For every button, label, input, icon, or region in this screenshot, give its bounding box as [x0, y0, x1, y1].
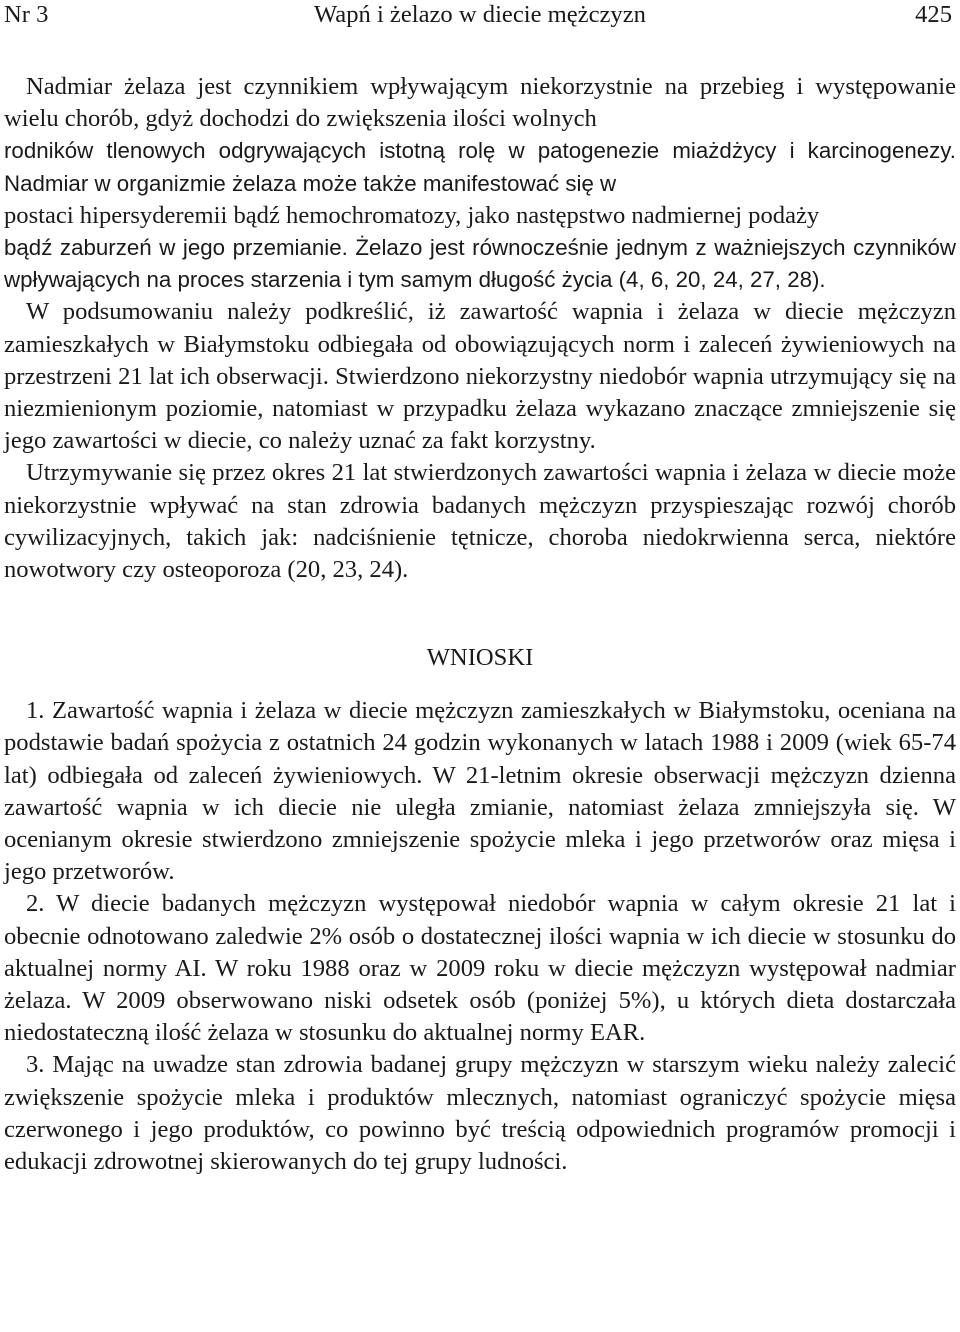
paragraph-text: Nadmiar żelaza jest czynnikiem wpływającym niekorzystnie na przebieg i występowanie wielu chorób, gdyż dochodzi do zwiększenia ilości wolnych: [4, 73, 956, 133]
paragraph-text: bądź zaburzeń w jego przemianie. Żelazo jest równocześnie jednym z ważniejszych czynników wpływających na proces starzenia i tym samym długość życia (4, 6, 20, 24, 27, 28).: [4, 235, 956, 293]
paragraph-text: rodników tlenowych odgrywających istotną rolę w patogenezie miażdżycy i karcinogenezy. Nadmiar w organizmie żelaza może także manifestować się w: [4, 138, 956, 196]
paragraph-summary: W podsumowaniu należy podkreślić, iż zawartość wapnia i żelaza w diecie mężczyzn zamieszkałych w Białymstoku odbiegała od obowiązujących norm i zaleceń żywieniowych na przestrzeni 21 lat ich obserwacji. Stwierdzono niekorzystny niedobór wapnia utrzymujący się na niezmienionym poziomie, natomiast w przypadku żelaza wykazano znaczące zmniejszenie się jego zawartości w diecie, co należy uznać za fakt korzystny.: [4, 298, 956, 455]
issue-number: Nr 3: [4, 1, 49, 28]
paragraph-text: postaci hipersyderemii bądź hemochromatozy, jako następstwo nadmiernej podaży: [4, 201, 820, 229]
document-page: [4, 0, 956, 1178]
running-header: [4, 0, 956, 30]
paragraph-iron-excess: [4, 71, 956, 296]
paragraph-health-risks: Utrzymywanie się przez okres 21 lat stwierdzonych zawartości wapnia i żelaza w diecie może niekorzystnie wpływać na stan zdrowia badanych mężczyzn przyspieszając rozwój chorób cywilizacyjnych, takich jak: nadciśnienie tętnicze, choroba niedokrwienna serca, niektóre nowotwory czy osteoporoza (20, 23, 24).: [4, 459, 956, 584]
page-number: 425: [915, 1, 952, 28]
conclusion-item-1: 1. Zawartość wapnia i żelaza w diecie mężczyzn zamieszkałych w Białymstoku, oceniana na podstawie badań spożycia z ostatnich 24 godzin wykonanych w latach 1988 i 2009 (wiek 65-74 lat) odbiegała od zaleceń żywieniowych. W 21-letnim okresie obserwacji mężczyzn dzienna zawartość wapnia w ich diecie nie uległa zmianie, natomiast żelaza zmniejszyła się. W ocenianym okresie stwierdzono zmniejszenie spożycie mleka i jego przetworów oraz mięsa i jego przetworów.: [4, 697, 956, 886]
running-title: Wapń i żelazo w diecie mężczyzn: [314, 1, 646, 28]
conclusion-item-3: 3. Mając na uwadze stan zdrowia badanej grupy mężczyzn w starszym wieku należy zalecić zwiększenie spożycie mleka i produktów mlecznych, natomiast ograniczyć spożycie mięsa czerwonego i jego produktów, co powinno być treścią odpowiednich programów promocji i edukacji zdrowotnej skierowanych do tej grupy ludności.: [4, 1051, 956, 1176]
section-heading-conclusions: WNIOSKI: [426, 644, 534, 672]
conclusion-item-2: 2. W diecie badanych mężczyzn występował niedobór wapnia w całym okresie 21 lat i obecnie odnotowano zaledwie 2% osób o dostatecznej ilości wapnia w ich diecie w stosunku do aktualnej normy AI. W roku 1988 oraz w 2009 roku w diecie mężczyzn występował nadmiar żelaza. W 2009 obserwowano niski odsetek osób (poniżej 5%), u których dieta dostarczała niedostateczną ilość żelaza w stosunku do aktualnej normy EAR.: [4, 890, 956, 1047]
